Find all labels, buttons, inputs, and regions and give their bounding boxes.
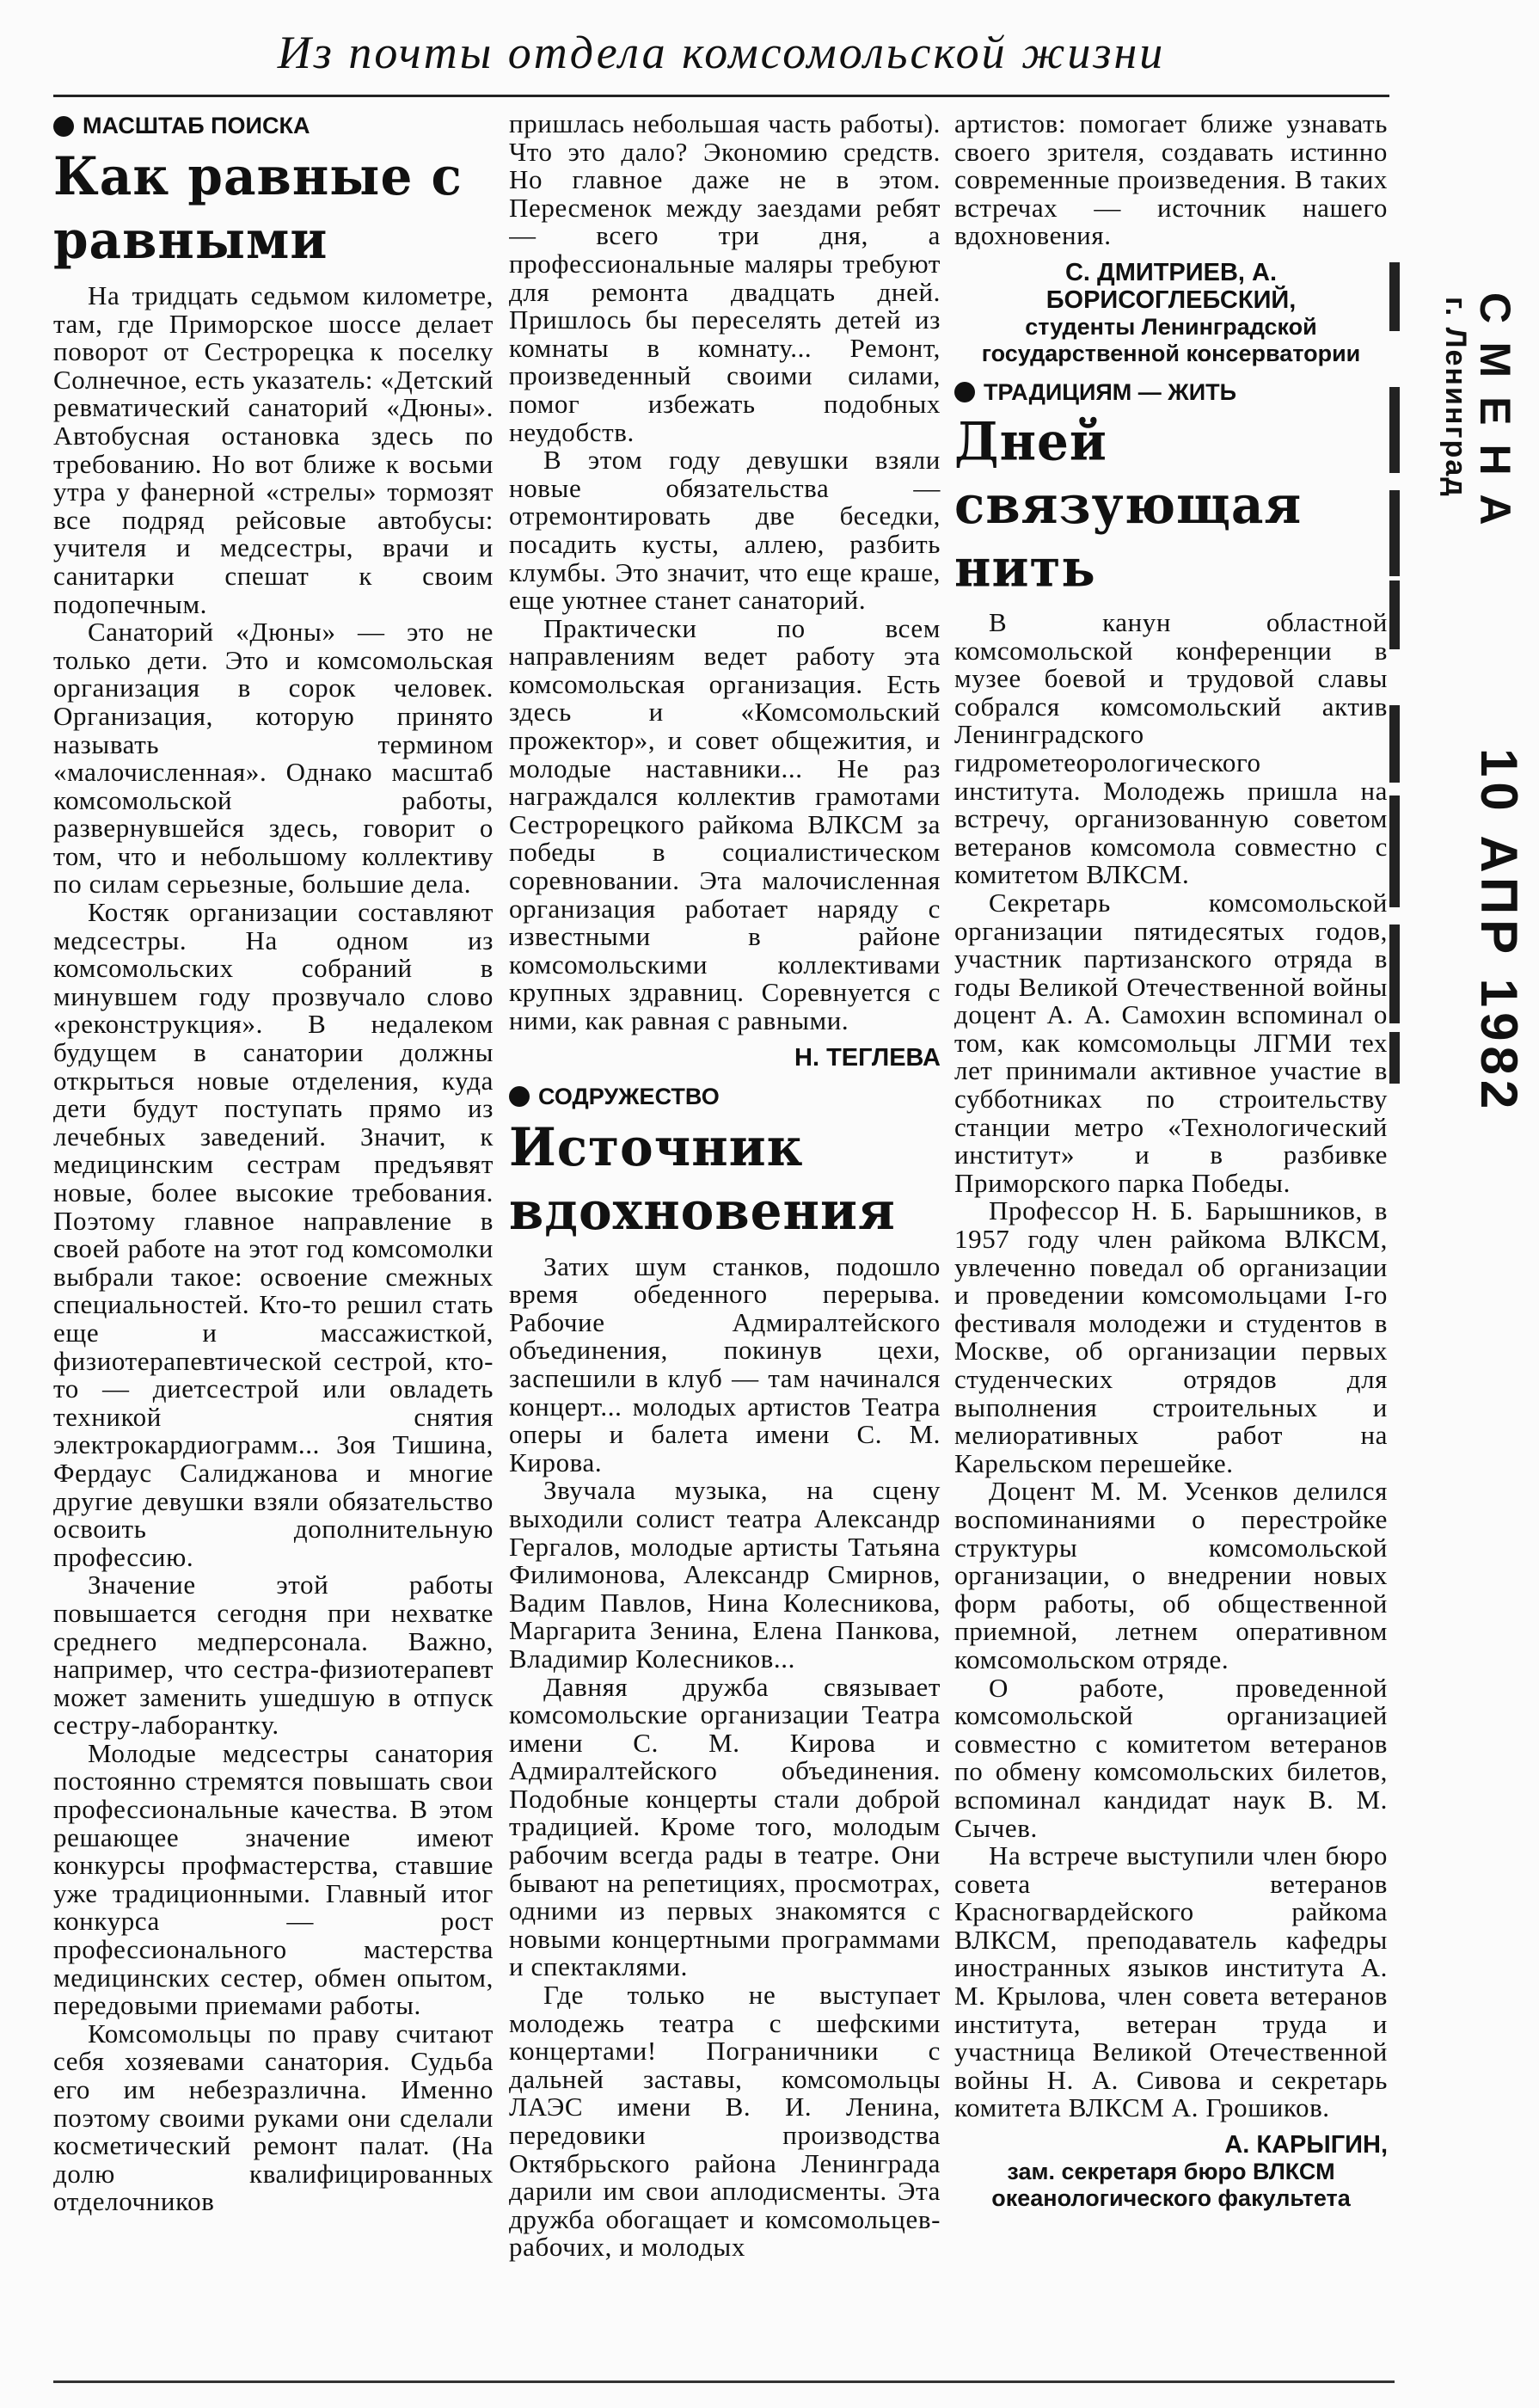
author-signature: А. КАРЫГИН,	[1224, 2131, 1388, 2159]
rubric-text: СОДРУЖЕСТВО	[538, 1083, 720, 1109]
paragraph: Давняя дружба связывает комсомольские организации Театра имени С. М. Кирова и Адмиралтейского объединения. Подобные концерты стали доброй традицией. Кроме того, молодым рабочим всегда рады в театре. Они бывают на репетициях, просмотрах, одними из первых знакомятся с новыми концертными программами и спектаклями.	[509, 1671, 941, 1982]
paragraph: Костяк организации составляют медсестры. На одном из комсомольских собраний в минувшем году прозвучало слово «реконструкция». В недалеком будущем в санатории должны открыться новые отделения, куда дети будут поступать прямо из лечебных заведений. Значит, к медицинским сестрам предъявят новые, более высокие требования. Поэтому главное направление в своей работе на этот год комсомолки выбрали такое: освоение смежных специальностей. Кто-то решил стать еще и массажисткой, физиотерапевтической сестрой, кто-то — диетсестрой или овладеть техникой снятия электрокардиограмм... Зоя Тишина, Фердаус Салиджанова и многие другие девушки взяли обязательство освоить дополнительную профессию.	[53, 897, 494, 1572]
paragraph: Затих шум станков, подошло время обеденного перерыва. Рабочие Адмиралтейского объединения, покинув цехи, заспешили в клуб — там начинался концерт... молодых артистов Театра оперы и балета имени С. М. Кирова.	[509, 1250, 941, 1477]
section-header: Из почты отдела комсомольской жизни	[277, 27, 1166, 78]
column-3	[954, 110, 1388, 2378]
rubric-text: ТРАДИЦИЯМ — ЖИТЬ	[984, 378, 1237, 405]
author-signature: С. ДМИТРИЕВ, А. БОРИСОГЛЕБСКИЙ,	[1045, 258, 1297, 314]
stamp-newspaper: СМЕНА	[1471, 292, 1519, 544]
column-rule	[1389, 262, 1400, 331]
stamp-date: 10 АПР 1982	[1470, 748, 1528, 1115]
paragraph: В этом году девушки взяли новые обязательства — отремонтировать две беседки, посадить кусты, аллею, разбить клумбы. Это значит, что еще краше, еще уютнее станет санаторий.	[509, 445, 941, 616]
paragraph: Где только не выступает молодежь театра с шефскими концертами! Пограничники с дальней заставы, комсомольцы ЛАЭС имени В. И. Ленина, передовики производства Октябрьского района Ленинграда дарили им свои аплодисменты. Эта дружба обогащает и комсомольцев-рабочих, и молодых	[509, 1980, 941, 2263]
paragraph: Доцент М. М. Усенков делился воспоминаниями о перестройке структуры комсомольской организации, о внедрении новых форм работы, об общественной приемной, летнем оперативном комсомольском отряде.	[954, 1476, 1388, 1674]
bullet-icon	[954, 382, 975, 402]
rubric	[509, 1084, 941, 1110]
paragraph: На тридцать седьмом километре, там, где Приморское шоссе делает поворот от Сестрорецка к поселку Солнечное, есть указатель: «Детский ревматический санаторий «Дюны». Автобусная остановка здесь по требованию. Но вот ближе к восьми утра у фанерной «стрелы» тормозят все подряд рейсовые автобусы: учителя и медсестры, врачи и санитарки спешат к своим подопечным.	[53, 280, 494, 619]
paragraph: Молодые медсестры санатория постоянно стремятся повышать свои профессиональные качества. В этом решающее значение имеют конкурсы профмастерства, ставшие уже традиционными. Главный итог конкурса — рост профессионального мастерства медицинских сестер, обмен опытом, передовыми приемами работы.	[53, 1737, 494, 2021]
author-signature: Н. ТЕГЛЕВА	[794, 1043, 941, 1072]
paragraph: Комсомольцы по праву считают себя хозяевами санатория. Судьба его им небезразлична. Именно поэтому своими руками они сделали косметический ремонт палат. (На долю квалифицированных отделочников	[53, 2018, 494, 2217]
rubric	[954, 379, 1388, 406]
library-date-stamp	[1419, 258, 1530, 1115]
bottom-rule	[53, 2380, 1395, 2383]
paragraph: Профессор Н. Б. Барышников, в 1957 году член райкома ВЛКСМ, увлеченно поведал об организации и проведении комсомольцами I-го фестиваля молодежи и студентов в Москве, об организации первых студенческих отрядов для выполнения строительных и мелиоративных работ на Карельском перешейке.	[954, 1195, 1388, 1478]
article-title: Источник вдохновения	[509, 1116, 896, 1242]
paragraph: Секретарь комсомольской организации пятидесятых годов, участник партизанского отряда в годы Великой Отечественной войны доцент А. А. Самохин вспоминал о том, как комсомольцы ЛГМИ тех лет принимали активное участие в субботниках по строительству станции метро «Технологический институт» и в разбивке Приморского парка Победы.	[954, 887, 1388, 1198]
paragraph: пришлась небольшая часть работы). Что это дало? Экономию средств. Но главное даже не в этом. Пересменок между заездами ребят — всего три дня, а профессиональные маляры требуют для ремонта двадцать дней. Пришлось бы переселять детей из комнаты в комнату... Ремонт, произведенный своими силами, помог избежать подобных неудобств.	[509, 110, 941, 447]
column-rule	[1389, 580, 1400, 649]
paragraph: Санаторий «Дюны» — это не только дети. Это и комсомольская организация в сорок человек. Организация, которую принято называть термином «малочисленная». Однако масштаб комсомольской работы, развернувшейся здесь, говорит о том, что и небольшому коллективу по силам серьезные, большие дела.	[53, 617, 494, 900]
bullet-icon	[509, 1086, 530, 1107]
column-2	[509, 110, 941, 2378]
header-rule	[53, 95, 1389, 97]
column-1	[53, 108, 494, 2378]
column-rule	[1389, 924, 1400, 1023]
paragraph: артистов: помогает ближе узнавать своего зрителя, создавать истинно современные произведения. В таких встречах — источник нашего вдохновения.	[954, 110, 1388, 251]
paragraph: Значение этой работы повышается сегодня при нехватке среднего медперсонала. Важно, например, что сестра-физиотерапевт может заменить ушедшую в отпуск сестру-лаборантку.	[53, 1570, 494, 1741]
rubric	[53, 113, 494, 139]
rubric-text: МАСШТАБ ПОИСКА	[83, 113, 310, 138]
bullet-icon	[53, 116, 74, 137]
article-title: Дней связующая нить	[954, 410, 1303, 599]
column-rule	[1389, 796, 1400, 907]
article-title: Как равные с равными	[53, 145, 463, 271]
paragraph: На встрече выступили член бюро совета ветеранов Красногвардейского райкома ВЛКСМ, преподаватель кафедры иностранных языков института А. М. Крылова, член совета ветеранов института, ветеран труда и участница Великой Отечественной войны Н. А. Сивова и секретарь комитета ВЛКСМ А. Грошиков.	[954, 1840, 1388, 2123]
author-affiliation: студенты Ленинградской государственной консерватории	[981, 313, 1361, 366]
column-rule	[1389, 705, 1400, 783]
author-affiliation: зам. секретаря бюро ВЛКСМ океанологического факультета	[991, 2159, 1351, 2212]
paragraph: О работе, проведенной комсомольской организацией совместно с комитетом ветеранов по обмену комсомольских билетов, вспоминал кандидат наук В. М. Сычев.	[954, 1672, 1388, 1843]
paragraph: Практически по всем направлениям ведет работу эта комсомольская организация. Есть здесь и «Комсомольский прожектор», и совет общежития, и молодые наставники... Не раз награждался коллектив грамотами Сестрорецкого райкома ВЛКСМ за победы в социалистическом соревновании. Эта малочисленная организация работает наряду с известными в районе комсомольскими коллективами крупных здравниц. Соревнуется с ними, как равная с равными.	[509, 612, 941, 1035]
paragraph: В канун областной комсомольской конференции в музее боевой и трудовой славы собрался комсомольский актив Ленинградского гидрометеорологического института. Молодежь пришла на встречу, организованную советом ветеранов комсомола совместно с комитетом ВЛКСМ.	[954, 606, 1388, 890]
stamp-city: г. Ленинград	[1439, 297, 1472, 498]
column-rule	[1389, 1032, 1400, 1084]
column-rule	[1389, 387, 1400, 473]
column-rule	[1389, 490, 1400, 576]
paragraph: Звучала музыка, на сцену выходили солист театра Александр Гергалов, молодые артисты Татьяна Филимонова, Александр Смирнов, Вадим Павлов, Нина Колесникова, Маргарита Зенина, Елена Панкова, Владимир Колесников...	[509, 1475, 941, 1674]
